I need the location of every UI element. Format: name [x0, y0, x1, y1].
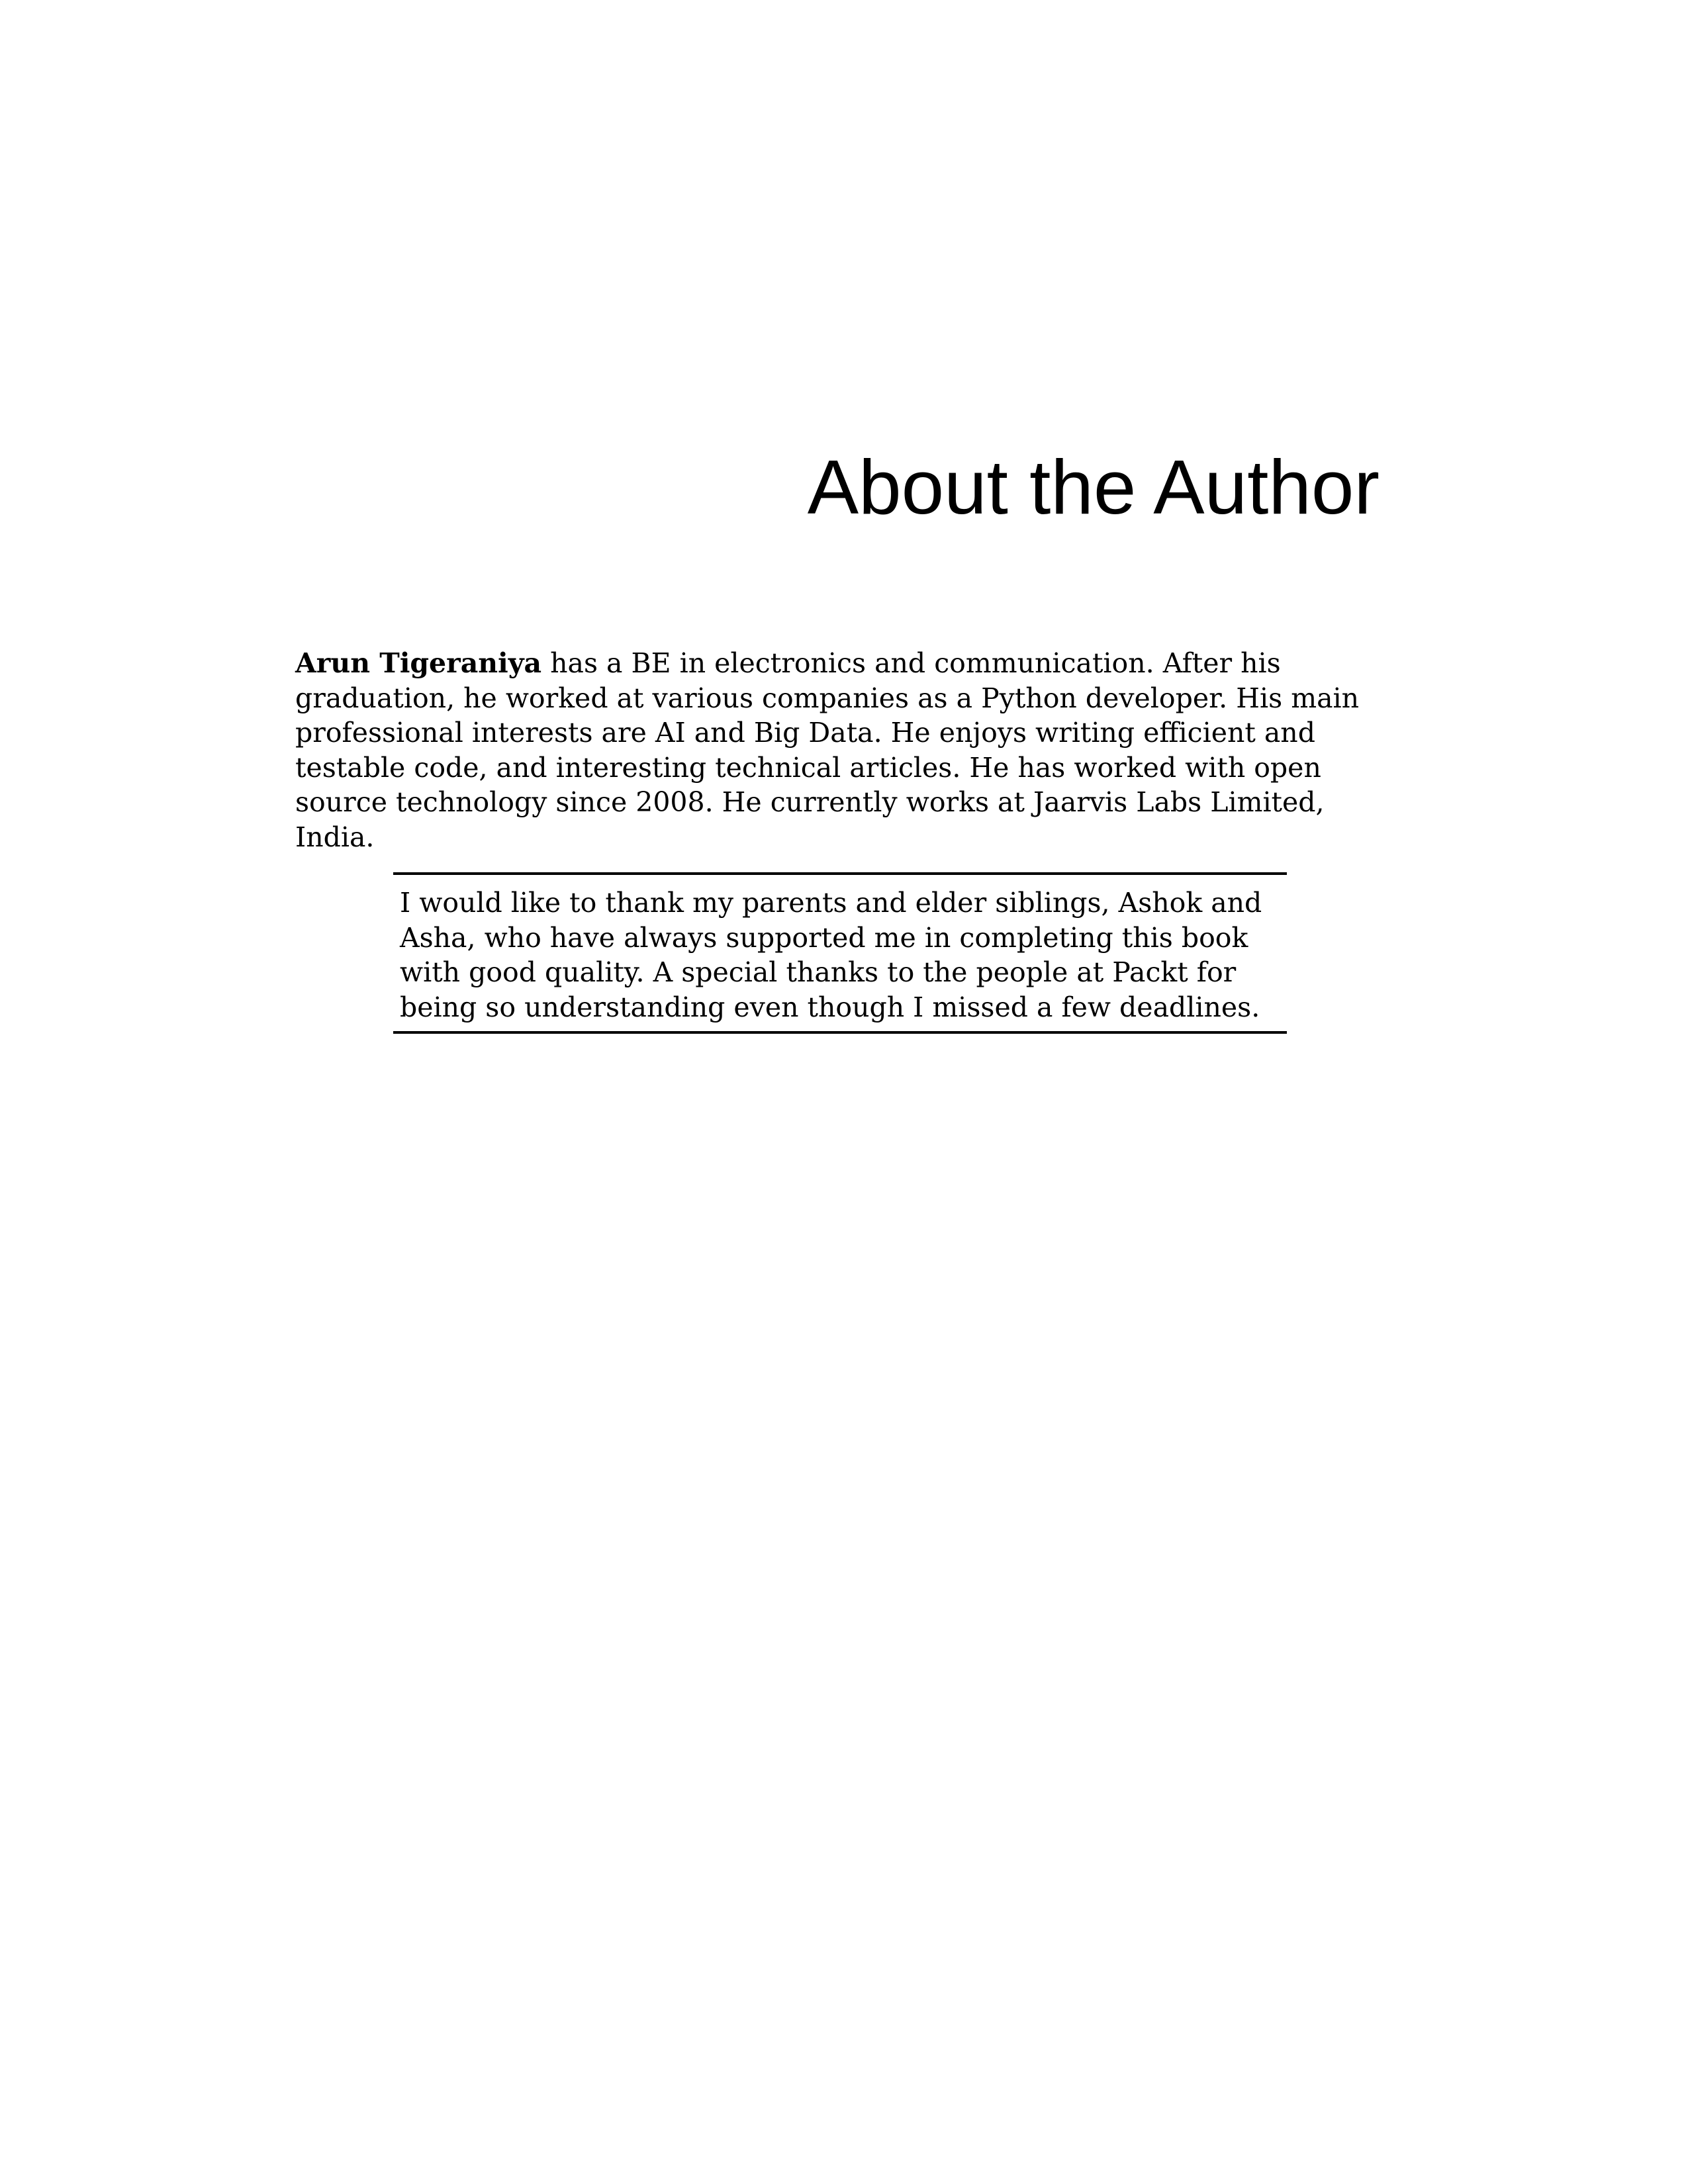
acknowledgement-box: [393, 872, 1287, 1034]
author-bio: [295, 646, 1394, 854]
author-bio-text: has a BE in electronics and communication. After his graduation, he worked at various companies as a Python developer. His main professional interests are AI and Big Data. He enjoys writing efficient and testable code, and interesting technical articles. He has worked with open source technology since 2008. He currently works at Jaarvis Labs Limited, India.: [295, 647, 1360, 853]
author-name: Arun Tigeraniya: [295, 647, 542, 679]
acknowledgement-text: I would like to thank my parents and elder siblings, Ashok and Asha, who have always supported me in completing this book with good quality. A special thanks to the people at Packt for being so understanding even though I missed a few deadlines.: [400, 887, 1262, 1023]
page-title: About the Author: [807, 444, 1380, 530]
